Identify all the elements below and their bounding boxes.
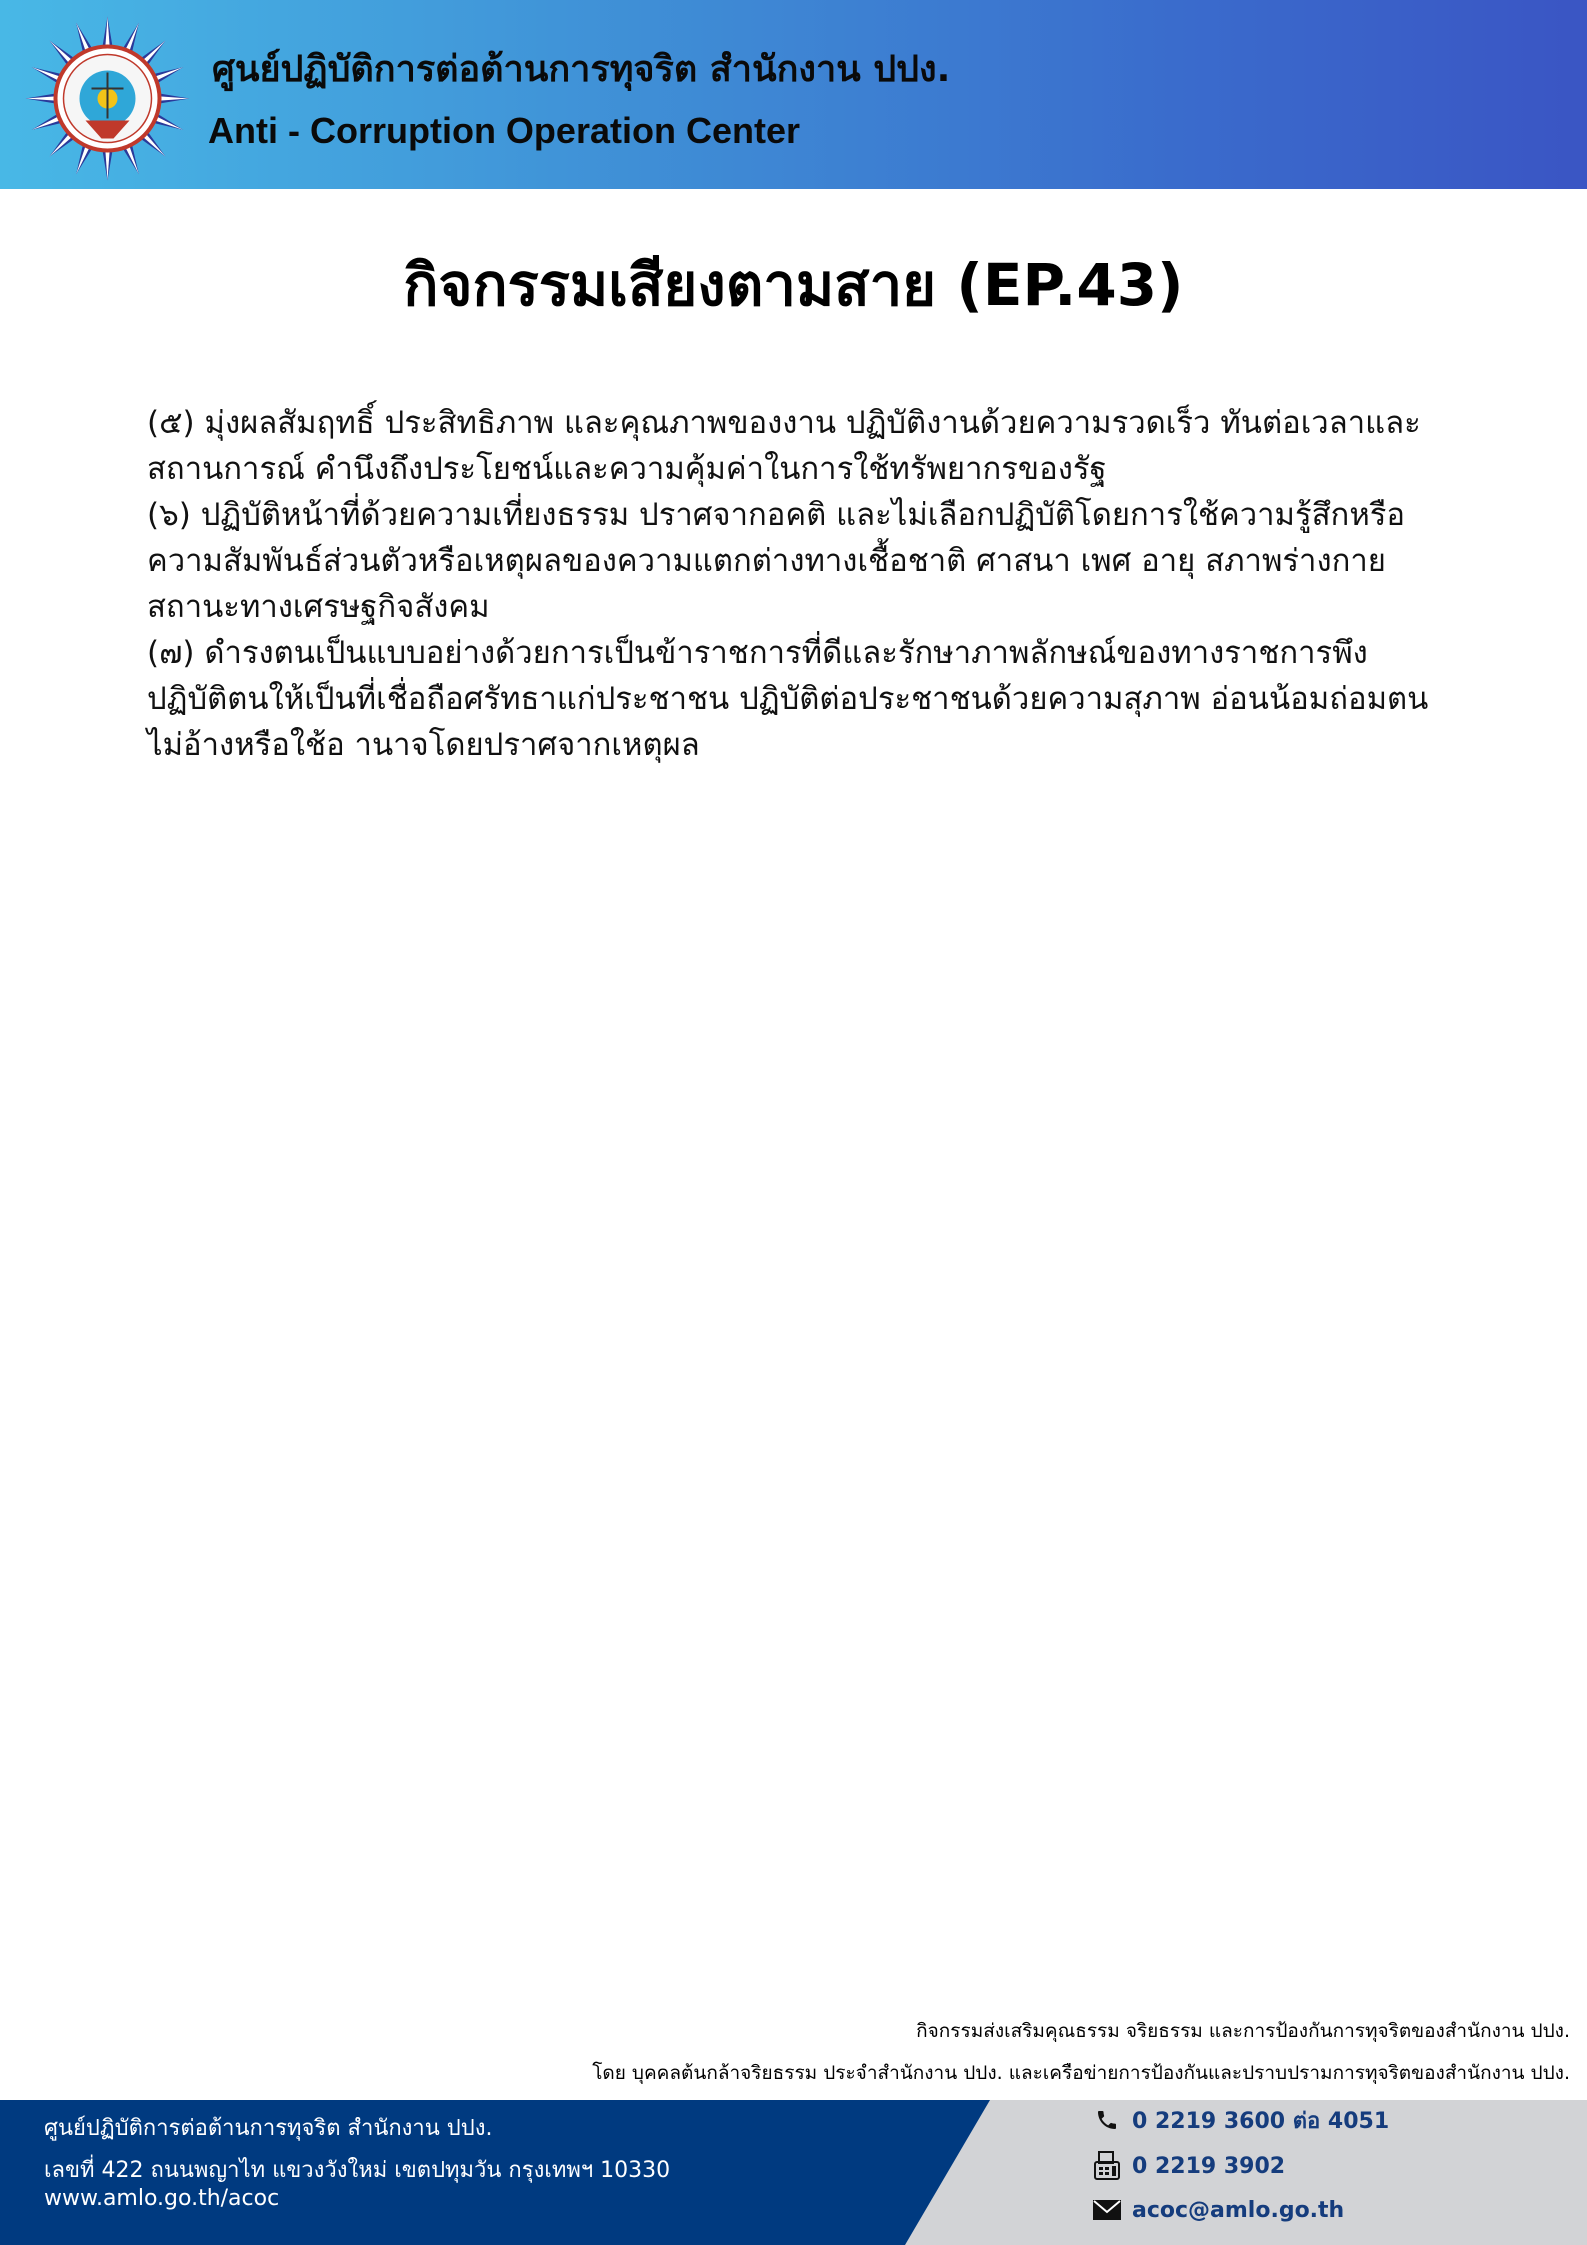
- page-title: กิจกรรมเสียงตามสาย (EP.43): [403, 251, 1184, 319]
- org-name-english: Anti - Corruption Operation Center: [208, 110, 800, 151]
- org-name-thai: ศูนย์ปฏิบัติการต่อต้านการทุจริต สำนักงาน ปปง.: [212, 49, 951, 90]
- footer: [0, 2100, 1587, 2245]
- document-body: [147, 400, 1447, 768]
- contact-phone[interactable]: [1092, 2102, 1389, 2138]
- footer-website-link[interactable]: www.amlo.go.th/acoc: [44, 2186, 280, 2211]
- amlo-emblem-icon: [25, 16, 190, 181]
- fax-icon: [1092, 2151, 1122, 2181]
- phone-number: 0 2219 3600 ต่อ 4051: [1132, 2108, 1390, 2134]
- paragraph-7: (๗) ดำรงตนเป็นแบบอย่างด้วยการเป็นข้าราชการที่ดีและรักษาภาพลักษณ์ของทางราชการพึงปฏิบัติตนให้เป็นที่เชื่อถือศรัทธาแก่ประชาชน ปฏิบัติต่อประชาชนด้วยความสุภาพ อ่อนน้อมถ่อมตน ไม่อ้างหรือใช้อ านาจโดยปราศจากเหตุผล: [147, 635, 1429, 763]
- mail-icon: [1092, 2195, 1122, 2225]
- footer-org-name: ศูนย์ปฏิบัติการต่อต้านการทุจริต สำนักงาน ปปง.: [44, 2116, 493, 2141]
- fax-number: 0 2219 3902: [1132, 2153, 1286, 2179]
- activity-note-line-2: โดย บุคคลต้นกล้าจริยธรรม ประจำสำนักงาน ปปง. และเครือข่ายการป้องกันและปราบปรามการทุจริตของสำนักงาน ปปง.: [592, 2062, 1570, 2084]
- paragraph-6: (๖) ปฏิบัติหน้าที่ด้วยความเที่ยงธรรม ปราศจากอคติ และไม่เลือกปฏิบัติโดยการใช้ความรู้สึกหรือความสัมพันธ์ส่วนตัวหรือเหตุผลของความแตกต่างทางเชื้อชาติ ศาสนา เพศ อายุ สภาพร่างกาย สถานะทางเศรษฐกิจสังคม: [147, 497, 1406, 625]
- phone-icon: [1092, 2105, 1122, 2135]
- activity-note: [592, 2010, 1570, 2094]
- email-address: acoc@amlo.go.th: [1132, 2197, 1345, 2223]
- header-banner: [0, 0, 1587, 189]
- footer-address: เลขที่ 422 ถนนพญาไท แขวงวังใหม่ เขตปทุมวัน กรุงเทพฯ 10330: [44, 2158, 671, 2183]
- paragraph-5: (๕) มุ่งผลสัมฤทธิ์ ประสิทธิภาพ และคุณภาพของงาน ปฏิบัติงานด้วยความรวดเร็ว ทันต่อเวลาและสถานการณ์ คำนึงถึงประโยชน์และความคุ้มค่าในการใช้ทรัพยากรของรัฐ: [147, 405, 1421, 487]
- activity-note-line-1: กิจกรรมส่งเสริมคุณธรรม จริยธรรม และการป้องกันการทุจริตของสำนักงาน ปปง.: [916, 2020, 1570, 2042]
- contact-email[interactable]: [1092, 2192, 1344, 2228]
- contact-fax[interactable]: [1092, 2148, 1285, 2184]
